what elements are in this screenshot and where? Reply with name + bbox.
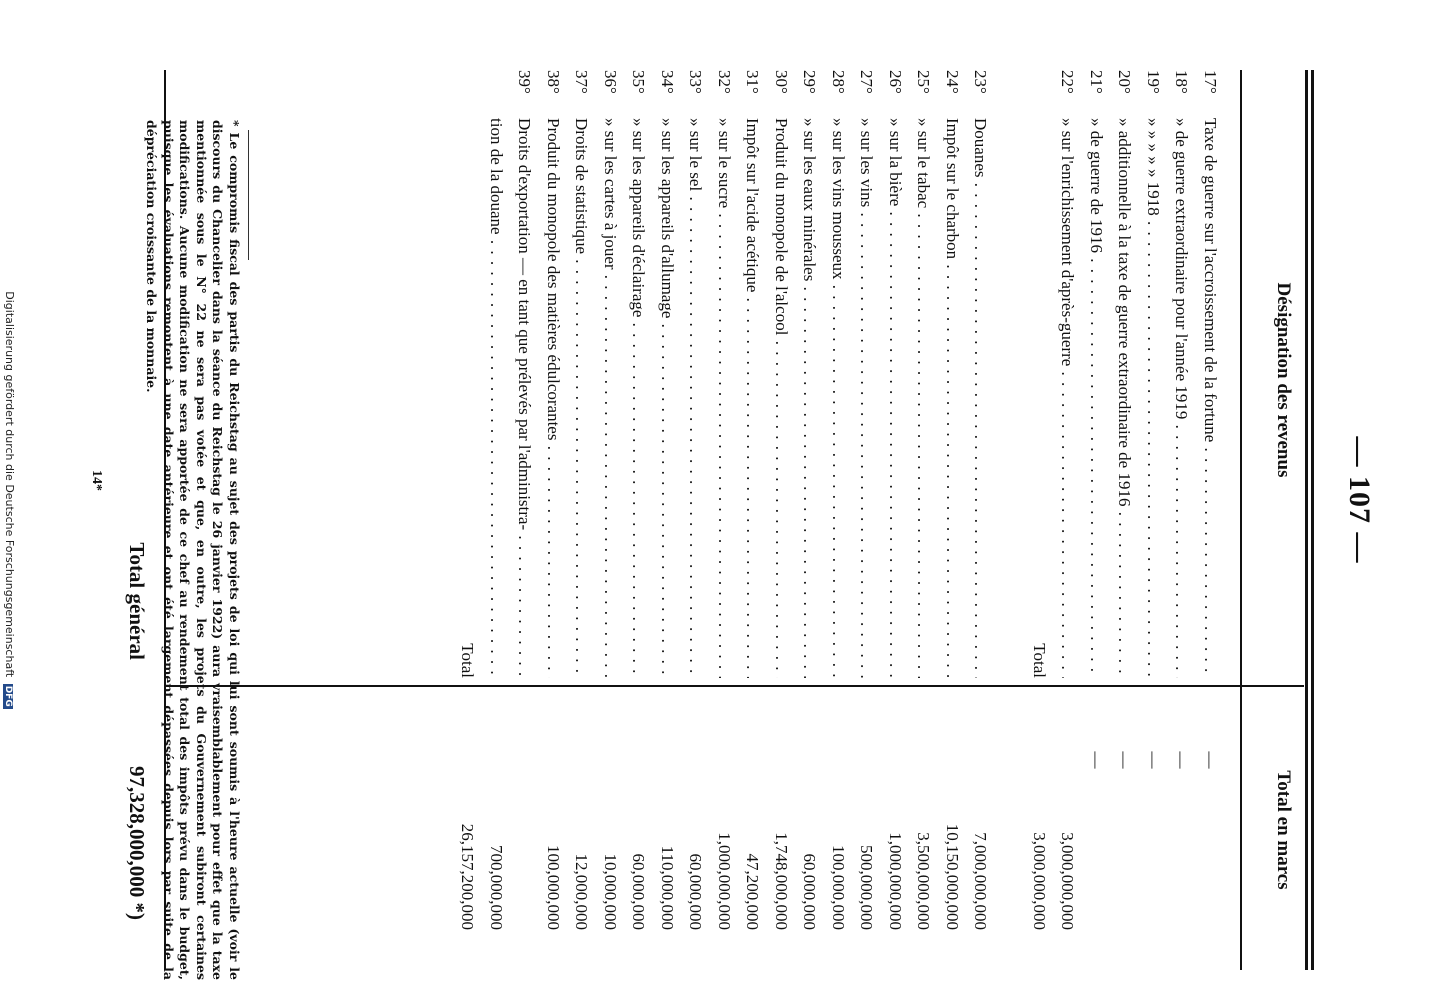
row-value: — bbox=[1172, 751, 1192, 769]
row-number: 25° bbox=[914, 70, 934, 94]
row-number: 24° bbox=[943, 70, 962, 94]
row-label: » de guerre extraordinaire pour l'année 1919 . . . bbox=[1167, 118, 1196, 678]
row-value: — bbox=[1115, 751, 1135, 769]
row-label: » sur le sucre . . . bbox=[710, 118, 739, 678]
top-rule-double bbox=[1305, 70, 1308, 970]
row-value: 60,000,000 bbox=[686, 853, 706, 930]
row-label: » sur les appareils d'éclairage . . . bbox=[624, 118, 653, 678]
row-value: — bbox=[1087, 751, 1106, 769]
row-label: » sur les cartes à jouer . . . bbox=[596, 118, 625, 678]
page-number: — 107 — bbox=[1343, 436, 1376, 564]
digitization-text: Digitalisierung gefördert durch die Deutsche Forschungsgemeinschaft bbox=[3, 291, 16, 678]
row-number: 22° bbox=[1058, 70, 1078, 94]
header-designation: Désignation des revenus bbox=[1273, 282, 1294, 478]
row-number: 37° bbox=[572, 70, 592, 94]
row-label: » sur la bière . . . bbox=[881, 118, 910, 678]
top-rule bbox=[1311, 70, 1314, 970]
row-number: 31° bbox=[743, 70, 763, 94]
row-value: 110,000,000 bbox=[658, 845, 677, 930]
table-row bbox=[624, 70, 653, 950]
row-number: 36° bbox=[601, 70, 620, 94]
row-value: 1,748,000,000 bbox=[772, 832, 791, 930]
row-value: 47,200,000 bbox=[743, 853, 763, 930]
table-row bbox=[681, 70, 710, 950]
row-label: Produit du monopole de l'alcool . . . bbox=[767, 118, 796, 678]
row-label: » additionnelle à la taxe de guerre extraordinaire de 1916 . . . bbox=[1110, 118, 1139, 678]
table-row bbox=[881, 70, 910, 950]
grand-total-label: Total général bbox=[125, 542, 149, 660]
row-value: 1,000,000,000 bbox=[715, 832, 734, 930]
header-total: Total en marcs bbox=[1273, 770, 1294, 890]
table-row bbox=[1139, 70, 1168, 950]
digitization-note bbox=[0, 0, 16, 1000]
grand-total-value: 97,328,000,000 *) bbox=[125, 766, 149, 920]
table-row bbox=[1196, 70, 1225, 950]
table-row bbox=[767, 70, 796, 950]
row-number: 27° bbox=[857, 70, 877, 94]
table-row bbox=[824, 70, 853, 950]
subtotal-row bbox=[453, 70, 482, 950]
table-row bbox=[653, 70, 682, 950]
row-label: » sur le tabac . . . bbox=[909, 118, 938, 678]
table-row bbox=[966, 70, 995, 950]
row-value: 3,500,000,000 bbox=[914, 832, 934, 930]
row-number: 18° bbox=[1172, 70, 1192, 94]
table-row bbox=[1167, 70, 1196, 950]
revenue-table bbox=[453, 70, 1224, 950]
row-number: 30° bbox=[772, 70, 791, 94]
row-number: 17° bbox=[1201, 70, 1220, 94]
row-label: tion de la douane . . . bbox=[482, 118, 511, 678]
row-value: 7,000,000,000 bbox=[971, 832, 991, 930]
row-label: Produit du monopole des matières édulcorantes . . . bbox=[539, 118, 568, 678]
row-value: 500,000,000 bbox=[857, 845, 877, 930]
footnote: * Le compromis fiscal des partis du Reichstag au sujet des projets de loi qui lui sont soumis à l'heure actuelle (voir le discours du Chancelier dans la séance du Reichstag le 26 janvier 1922) aura vraisemblablement pour effet que la taxe mentionnée sous le N° 22 ne sera pas votée et que, en outre, les projets du Gouvernement subiront certaines modifications. Aucune modification ne sera apportée de ce chef au rendement total des impôts prévu dans le budget, puisque les évaluations remontent à une date antérieure et ont été largement dépassées depuis lors par suite de la dépréciation croissante de la monnaie. bbox=[144, 120, 242, 980]
row-label: » sur les eaux minérales . . . bbox=[795, 118, 824, 678]
subtotal-label: Total bbox=[1030, 643, 1049, 678]
row-value: — bbox=[1201, 751, 1220, 769]
subtotal-label: Total bbox=[458, 643, 478, 678]
row-number: 19° bbox=[1144, 70, 1163, 94]
row-value: 60,000,000 bbox=[800, 853, 820, 930]
table-row bbox=[795, 70, 824, 950]
table-row bbox=[482, 70, 511, 950]
table-row bbox=[539, 70, 568, 950]
row-number: 34° bbox=[658, 70, 677, 94]
row-number: 28° bbox=[829, 70, 848, 94]
row-value: — bbox=[1144, 751, 1163, 769]
table-row bbox=[938, 70, 967, 950]
row-label: » sur les appareils d'allumage . . . bbox=[653, 118, 682, 678]
table-row bbox=[710, 70, 739, 950]
footnote-rule bbox=[248, 130, 249, 260]
row-label: » sur l'enrichissement d'après-guerre . . . bbox=[1053, 118, 1082, 678]
row-label: Douanes . . . bbox=[966, 118, 995, 678]
row-label: » » » » » 1918 . . . bbox=[1139, 118, 1168, 678]
table-row bbox=[738, 70, 767, 950]
table-row bbox=[909, 70, 938, 950]
row-number: 29° bbox=[800, 70, 820, 94]
subtotal-row bbox=[1025, 70, 1054, 950]
header-rule bbox=[1240, 70, 1242, 970]
subtotal-value: 3,000,000,000 bbox=[1030, 832, 1049, 930]
table-row bbox=[1082, 70, 1111, 950]
row-number: 39° bbox=[515, 70, 535, 94]
row-number: 23° bbox=[971, 70, 991, 94]
row-label: Impôt sur le charbon . . . bbox=[938, 118, 967, 678]
subtotal-value: 26,157,200,000 bbox=[458, 823, 478, 930]
row-label: Taxe de guerre sur l'accroissement de la fortune . . . bbox=[1196, 118, 1225, 678]
row-label: Droits de statistique . . . bbox=[567, 118, 596, 678]
row-label: » sur les vins mousseux . . . bbox=[824, 118, 853, 678]
row-label: Impôt sur l'acide acétique . . . bbox=[738, 118, 767, 678]
dfg-logo: DFG bbox=[3, 685, 13, 707]
row-value: 10,150,000,000 bbox=[943, 823, 962, 930]
row-value: 12,000,000 bbox=[572, 853, 592, 930]
row-value: 10,000,000 bbox=[601, 853, 620, 930]
table-row bbox=[567, 70, 596, 950]
row-number: 35° bbox=[629, 70, 649, 94]
row-number: 33° bbox=[686, 70, 706, 94]
row-value: 100,000,000 bbox=[829, 845, 848, 930]
table-row bbox=[1053, 70, 1082, 950]
signature-mark: 14* bbox=[89, 470, 104, 491]
row-value: 1,000,000,000 bbox=[886, 832, 905, 930]
row-label: Droits d'exportation — en tant que prélevés par l'administra- . . . bbox=[510, 118, 539, 678]
row-label: » de guerre de 1916 . . . bbox=[1082, 118, 1111, 678]
row-number: 21° bbox=[1087, 70, 1106, 94]
row-label: » sur le sel . . . bbox=[681, 118, 710, 678]
row-number: 20° bbox=[1115, 70, 1135, 94]
table-row bbox=[852, 70, 881, 950]
row-value: 100,000,000 bbox=[544, 845, 563, 930]
row-value: 60,000,000 bbox=[629, 853, 649, 930]
row-value: 700,000,000 bbox=[487, 845, 506, 930]
table-row bbox=[510, 70, 539, 950]
row-label: » sur les vins . . . bbox=[852, 118, 881, 678]
table-row bbox=[1110, 70, 1139, 950]
section-gap bbox=[995, 70, 1025, 950]
row-number: 26° bbox=[886, 70, 905, 94]
row-number: 32° bbox=[715, 70, 734, 94]
table-row bbox=[596, 70, 625, 950]
row-number: 38° bbox=[544, 70, 563, 94]
row-value: 3,000,000,000 bbox=[1058, 832, 1078, 930]
